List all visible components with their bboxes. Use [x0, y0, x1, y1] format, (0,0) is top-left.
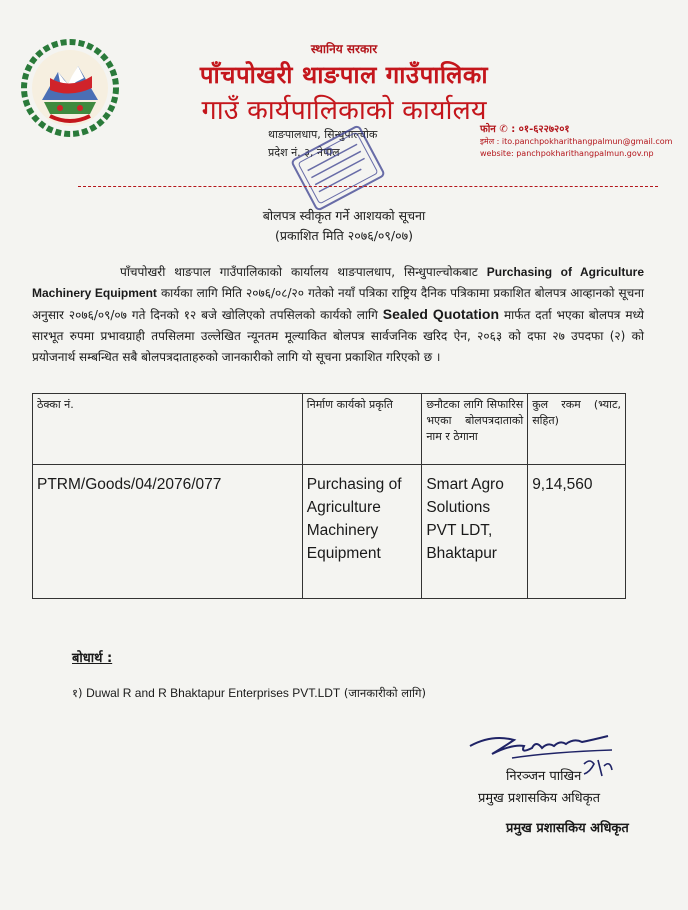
subject-title: बोलपत्र स्वीकृत गर्ने आशयको सूचना	[262, 208, 426, 223]
cc-item-number: १)	[72, 686, 83, 700]
cc-item-recipient: Duwal R and R Bhaktapur Enterprises PVT.LDT	[86, 686, 341, 700]
office-stamp-icon	[288, 118, 388, 218]
contact-block	[480, 124, 672, 160]
header-divider	[78, 186, 658, 187]
notice-body	[32, 262, 644, 368]
signatory-name: निरञ्जन पाखिन	[506, 769, 582, 784]
table-row	[33, 465, 626, 599]
phone-text: फोन ✆ : ०१-६२२७२०१	[480, 124, 570, 135]
cc-item	[72, 686, 426, 701]
cell-contract-no: PTRM/Goods/04/2076/077	[33, 465, 303, 599]
table-header-row	[33, 394, 626, 465]
organization-name: पाँचपोखरी थाङपाल गाउँपालिका	[199, 61, 489, 89]
website-text: website: panchpokharithangpalmun.gov.np	[480, 149, 654, 158]
address-line-2: प्रदेश नं. ३, नेपाल	[268, 146, 340, 159]
header-amount: कुल रकम (भ्याट, सहित)	[528, 394, 626, 465]
published-date: (प्रकाशित मिति २०७६/०९/०७)	[274, 228, 413, 243]
address-line-1: थाङपालधाप, सिन्धुपाल्चोक	[268, 128, 378, 141]
body-part-3: मार्फत दर्ता भएका बोलपत्र मध्ये सारभूत रुपमा प्रभावग्राही तपसिलमा उल्लेखित न्यूनतम मूल्याकित बोलपत्र सार्वजनिक खरिद ऐन, २०६३ को दफा २७ उपदफा (२) को प्रयोजनार्थ सम्बन्धित सबै बोलपत्रदाताहरुको जानकारीको लागि यो सूचना प्रकाशित गरिएको छ ।	[32, 308, 644, 364]
body-part-1: पाँचपोखरी थाङपाल गाउँपालिकाको कार्यालय थाङपालधाप, सिन्धुपाल्चोकबाट	[120, 265, 478, 279]
email-text: इमेल : ito.panchpokharithangpalmun@gmail.com	[480, 137, 673, 146]
cc-label: बोधार्थ :	[72, 651, 113, 666]
signatory-title-stamp: प्रमुख प्रशासकिय अधिकृत	[506, 821, 629, 836]
local-government-label: स्थानिय सरकार	[310, 42, 378, 56]
body-part-2: कार्यका लागि मिति २०७६/०८/२० गतेको नयाँ पत्रिका राष्ट्रिय दैनिक पत्रिकामा प्रकाशित बोलपत्र आव्हानको सूचना अनुसार २०७६/०९/०७ गते दिनको १२ बजे खोलिएको तपसिलको कार्यको लागि	[32, 286, 645, 322]
header-contract-no: ठेक्का नं.	[33, 394, 303, 465]
cell-amount: 9,14,560	[528, 465, 626, 599]
procurement-method: Sealed Quotation	[382, 306, 500, 322]
cc-item-purpose: (जानकारीको लागि)	[343, 686, 426, 700]
project-name: Purchasing of Agriculture Machinery Equipment	[32, 265, 645, 300]
notice-subject	[0, 206, 688, 246]
cell-bidder: Smart Agro Solutions PVT LDT, Bhaktapur	[422, 465, 528, 599]
cell-work-nature: Purchasing of Agriculture Machinery Equipment	[302, 465, 422, 599]
header-work-nature: निर्माण कार्यको प्रकृति	[302, 394, 422, 465]
office-name: गाउँ कार्यपालिकाको कार्यालय	[201, 95, 487, 126]
signatory-title: प्रमुख प्रशासकिय अधिकृत	[478, 791, 601, 806]
award-table	[32, 393, 626, 599]
header-bidder: छनौटका लागि सिफारिस भएका बोलपत्रदाताको नाम र ठेगाना	[422, 394, 528, 465]
